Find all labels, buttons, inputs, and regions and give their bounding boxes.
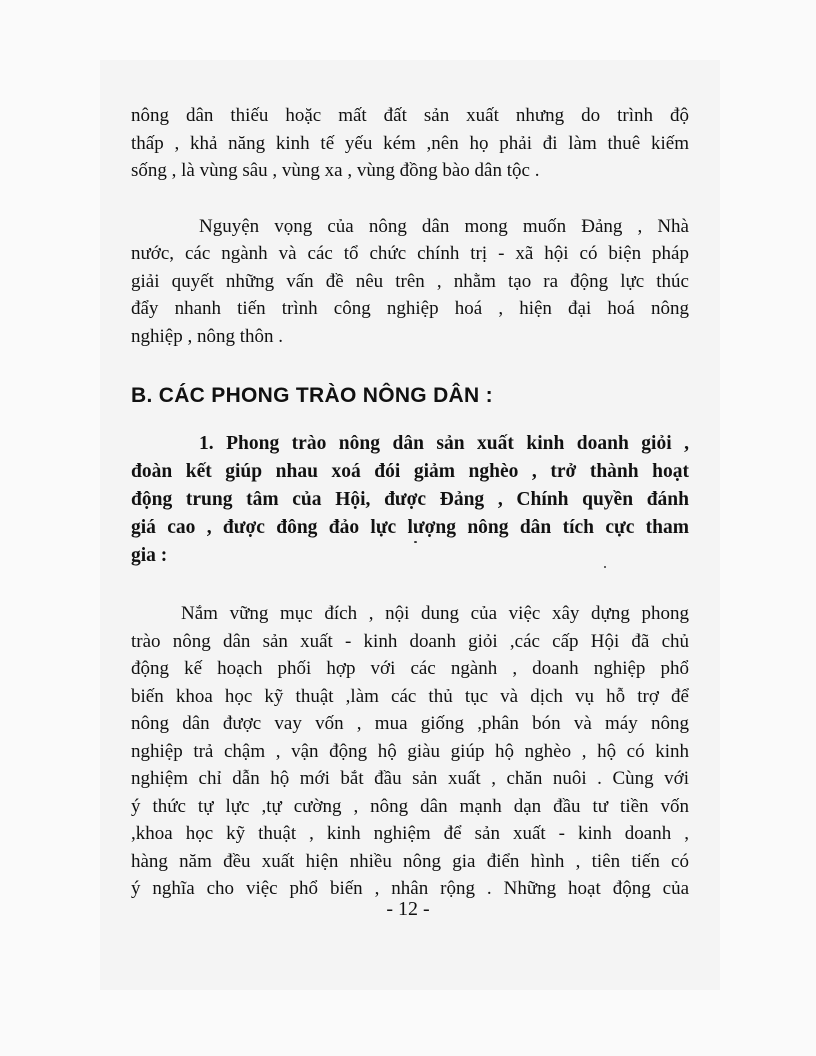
text-line: nông dân thiếu hoặc mất đất sản xuất nhưng do trình độ (131, 105, 689, 126)
subheading (131, 430, 689, 570)
text-line: sống , là vùng sâu , vùng xa , vùng đồng bào dân tộc . (131, 160, 540, 181)
text-line: nghiệp , nông thôn . (131, 325, 283, 347)
page-content (131, 102, 689, 903)
text-line: ý nghĩa cho việc phổ biến , nhân rộng . Những hoạt động của (131, 878, 689, 899)
text-line: giải quyết những vấn đề nêu trên , nhằm tạo ra động lực thúc (131, 270, 689, 292)
paragraph-aspirations (131, 213, 689, 351)
paragraph-intro (131, 102, 689, 185)
section-title: B. CÁC PHONG TRÀO NÔNG DÂN : (131, 384, 493, 407)
subheading-line: giá cao , được đông đảo lực lượng nông dân tích cực tham (131, 517, 689, 538)
text-line: biến khoa học kỹ thuật ,làm các thủ tục và dịch vụ hỗ trợ để (131, 685, 689, 707)
text-line: hàng năm đều xuất hiện nhiều nông gia điển hình , tiên tiến có (131, 850, 689, 872)
subheading-line: 1. Phong trào nông dân sản xuất kinh doanh giỏi , (199, 433, 689, 454)
text-line: động kế hoạch phối hợp với các ngành , doanh nghiệp phổ (131, 658, 689, 679)
text-line: ý thức tự lực ,tự cường , nông dân mạnh dạn đầu tư tiền vốn (131, 795, 689, 817)
text-line: thấp , khả năng kinh tế yếu kém ,nên họ phải đi làm thuê kiếm (131, 132, 689, 154)
subheading-line: gia : (131, 545, 168, 566)
text-line: trào nông dân sản xuất - kinh doanh giỏi ,các cấp Hội đã chủ (131, 630, 689, 652)
text-line: nông dân được vay vốn , mua giống ,phân bón và máy nông (131, 713, 689, 734)
text-line: nghiệp trả chậm , vận động hộ giàu giúp hộ nghèo , hộ có kinh (131, 740, 689, 762)
text-line: Nguyện vọng của nông dân mong muốn Đảng , Nhà (199, 215, 689, 237)
text-line: nước, các ngành và các tổ chức chính trị - xã hội có biện pháp (131, 243, 689, 264)
text-line: ,khoa học kỹ thuật , kinh nghiệm để sản xuất - kinh doanh , (131, 823, 689, 844)
page-number: - 12 - (386, 898, 430, 920)
text-line: đẩy nhanh tiến trình công nghiệp hoá , hiện đại hoá nông (131, 298, 689, 319)
scan-speck (604, 566, 606, 568)
paragraph-movement (131, 600, 689, 903)
scan-speck (414, 541, 417, 543)
subheading-line: đoàn kết giúp nhau xoá đói giảm nghèo , trở thành hoạt (131, 461, 689, 482)
text-line: Nắm vững mục đích , nội dung của việc xây dựng phong (181, 603, 689, 624)
text-line: nghiệm chỉ dẫn hộ mới bắt đầu sản xuất , chăn nuôi . Cùng với (131, 768, 689, 789)
subheading-line: động trung tâm của Hội, được Đảng , Chính quyền đánh (131, 489, 689, 510)
